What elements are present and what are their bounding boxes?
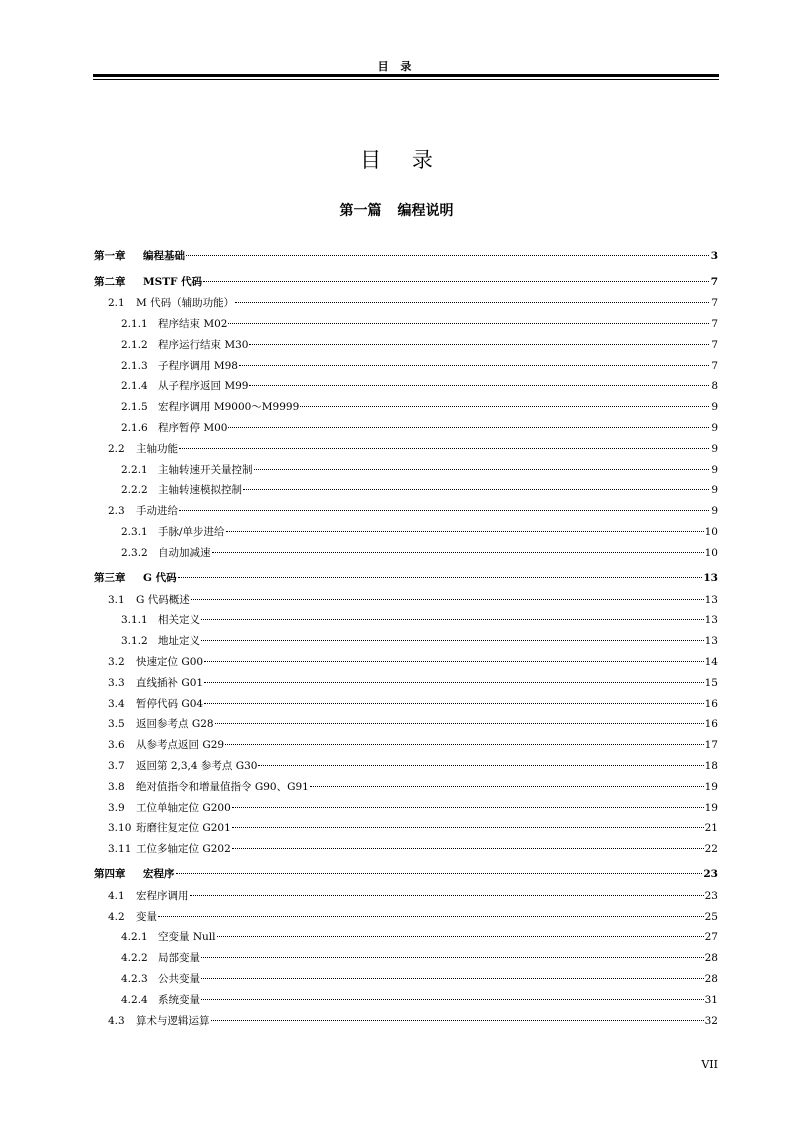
toc-entry[interactable] xyxy=(94,777,718,798)
toc-dot-leader xyxy=(232,807,704,808)
toc-entry-page: 23 xyxy=(703,868,718,881)
header-rule-thin xyxy=(93,79,719,80)
toc-entry-title: 宏程序调用 xyxy=(136,889,189,902)
toc-dot-leader xyxy=(158,916,704,917)
toc-entry-page: 19 xyxy=(704,780,718,793)
toc-entry-title: 宏程序调用 M9000～M9999 xyxy=(158,401,300,414)
toc-entry-page: 28 xyxy=(704,972,718,985)
toc-entry[interactable] xyxy=(94,907,718,928)
toc-entry-title: 手动进给 xyxy=(136,505,178,518)
toc-dot-leader xyxy=(215,723,704,724)
toc-dot-leader xyxy=(217,936,704,937)
page-title: 目 录 xyxy=(360,148,445,172)
toc-entry-title: 从参考点返回 G29 xyxy=(136,739,225,752)
toc-chapter-entry[interactable] xyxy=(94,864,718,885)
toc-entry[interactable] xyxy=(94,314,718,335)
toc-dot-leader xyxy=(204,703,704,704)
toc-entry-number: 2.3.2 xyxy=(121,546,148,559)
toc-entry[interactable] xyxy=(94,356,718,377)
toc-dot-leader xyxy=(201,619,704,620)
toc-entry-page: 3 xyxy=(710,250,718,262)
toc-entry-title: 主轴转速开关量控制 xyxy=(158,463,253,476)
toc-entry-title: G 代码概述 xyxy=(136,593,190,606)
toc-entry-title: 子程序调用 M98 xyxy=(158,359,238,372)
toc-entry-number: 3.7 xyxy=(108,759,125,772)
toc-entry-number: 2.2.1 xyxy=(121,463,148,476)
toc-entry-page: 10 xyxy=(704,546,718,559)
toc-dot-leader xyxy=(225,744,704,745)
toc-dot-leader xyxy=(232,827,704,828)
toc-entry-page: 7 xyxy=(711,318,718,331)
toc-entry-title: 返回第 2,3,4 参考点 G30 xyxy=(136,759,258,772)
toc-entry-page: 19 xyxy=(704,801,718,814)
toc-entry-title: 局部变量 xyxy=(158,952,200,965)
toc-entry-title: 主轴功能 xyxy=(136,442,178,455)
toc-entry-number: 3.11 xyxy=(108,843,132,856)
toc-entry-page: 14 xyxy=(704,655,718,668)
toc-entry-title: 程序暂停 M00 xyxy=(158,422,228,435)
toc-entry[interactable] xyxy=(94,460,718,481)
toc-entry-title: 公共变量 xyxy=(158,972,200,985)
toc-dot-leader xyxy=(239,365,709,366)
toc-entry-title: 返回参考点 G28 xyxy=(136,718,214,731)
toc-dot-leader xyxy=(179,448,709,449)
toc-entry[interactable] xyxy=(94,714,718,735)
toc-entry-title: 编程基础 xyxy=(143,250,185,262)
toc-entry[interactable] xyxy=(94,798,718,819)
toc-dot-leader xyxy=(235,302,709,303)
toc-entry-number: 3.1 xyxy=(108,593,125,606)
toc-entry-title: G 代码 xyxy=(143,572,177,585)
part-title xyxy=(0,200,793,220)
toc-entry[interactable] xyxy=(94,335,718,356)
toc-entry[interactable] xyxy=(94,480,718,501)
toc-entry-number: 4.2.2 xyxy=(121,952,148,965)
toc-entry-number: 3.8 xyxy=(108,780,125,793)
part-number: 第一篇 xyxy=(339,203,382,219)
page-number: VII xyxy=(701,1058,718,1071)
toc-entry-page: 9 xyxy=(711,422,718,435)
toc-entry-number: 4.2.3 xyxy=(121,972,148,985)
toc-entry-page: 13 xyxy=(704,635,718,648)
running-header: 目 录 xyxy=(377,60,416,73)
toc-entry-title: 宏程序 xyxy=(143,868,175,881)
toc-entry-title: 工位多轴定位 G202 xyxy=(136,843,231,856)
toc-entry-page: 7 xyxy=(711,359,718,372)
toc-entry[interactable] xyxy=(94,418,718,439)
toc-entry-page: 9 xyxy=(711,463,718,476)
toc-entry-number: 2.1 xyxy=(108,297,125,310)
toc-entry[interactable] xyxy=(94,293,718,314)
toc-chapter-entry[interactable] xyxy=(94,246,718,267)
toc-entry-number: 3.6 xyxy=(108,739,125,752)
toc-entry-number: 第一章 xyxy=(94,250,126,262)
toc-entry-page: 16 xyxy=(704,697,718,710)
toc-entry[interactable] xyxy=(94,543,718,564)
toc-entry-title: 暂停代码 G04 xyxy=(136,697,204,710)
toc-entry-title: 从子程序返回 M99 xyxy=(158,380,249,393)
toc-dot-leader xyxy=(204,661,704,662)
toc-entry-number: 2.1.3 xyxy=(121,359,148,372)
toc-entry-number: 2.1.1 xyxy=(121,318,148,331)
toc-dot-leader xyxy=(201,640,704,641)
toc-entry-title: 程序结束 M02 xyxy=(158,318,228,331)
toc-entry-number: 3.1.2 xyxy=(121,635,148,648)
toc-entry[interactable] xyxy=(94,694,718,715)
toc-dot-leader xyxy=(228,427,709,428)
toc-entry-page: 31 xyxy=(704,993,718,1006)
toc-entry-number: 4.2 xyxy=(108,910,125,923)
toc-chapter-entry[interactable] xyxy=(94,568,718,589)
toc-entry-page: 9 xyxy=(711,401,718,414)
toc-dot-leader xyxy=(226,531,704,532)
toc-entry-number: 3.1.1 xyxy=(121,614,148,627)
toc-entry-page: 18 xyxy=(704,759,718,772)
toc-entry-number: 4.3 xyxy=(108,1014,125,1027)
toc-dot-leader xyxy=(201,978,704,979)
toc-dot-leader xyxy=(249,385,709,386)
toc-entry[interactable] xyxy=(94,439,718,460)
toc-entry-page: 17 xyxy=(704,739,718,752)
toc-entry-page: 9 xyxy=(711,442,718,455)
header-rule-thick xyxy=(93,74,719,77)
toc-dot-leader xyxy=(243,489,709,490)
toc-dot-leader xyxy=(211,1020,704,1021)
toc-entry[interactable] xyxy=(94,839,718,860)
part-name: 编程说明 xyxy=(397,203,454,219)
toc-entry-number: 第二章 xyxy=(94,275,126,288)
toc-dot-leader xyxy=(176,873,703,874)
toc-entry-title: 绝对值指令和增量值指令 G90、G91 xyxy=(136,780,309,793)
toc-dot-leader xyxy=(203,281,709,282)
toc-dot-leader xyxy=(201,957,704,958)
toc-dot-leader xyxy=(190,895,704,896)
toc-dot-leader xyxy=(186,255,709,256)
toc-entry-page: 7 xyxy=(710,275,718,288)
toc-entry[interactable] xyxy=(94,376,718,397)
toc-entry-number: 3.3 xyxy=(108,676,125,689)
toc-entry-title: 工位单轴定位 G200 xyxy=(136,801,231,814)
toc-entry-title: 直线插补 G01 xyxy=(136,676,204,689)
toc-entry[interactable] xyxy=(94,501,718,522)
table-of-contents xyxy=(94,246,718,1031)
toc-entry-page: 32 xyxy=(704,1014,718,1027)
toc-entry-number: 3.9 xyxy=(108,801,125,814)
toc-entry-page: 8 xyxy=(711,380,718,393)
toc-entry[interactable] xyxy=(94,948,718,969)
toc-dot-leader xyxy=(300,406,709,407)
toc-entry-number: 第四章 xyxy=(94,868,126,881)
toc-dot-leader xyxy=(310,786,704,787)
toc-entry[interactable] xyxy=(94,886,718,907)
toc-dot-leader xyxy=(232,848,704,849)
toc-entry-number: 3.4 xyxy=(108,697,125,710)
toc-entry[interactable] xyxy=(94,610,718,631)
toc-entry-number: 第三章 xyxy=(94,572,126,585)
toc-dot-leader xyxy=(204,682,704,683)
toc-entry-title: 快速定位 G00 xyxy=(136,655,204,668)
toc-entry-title: 系统变量 xyxy=(158,993,200,1006)
toc-entry-number: 4.1 xyxy=(108,889,125,902)
toc-dot-leader xyxy=(201,999,704,1000)
toc-entry-title: 珩磨往复定位 G201 xyxy=(136,822,231,835)
toc-dot-leader xyxy=(191,599,704,600)
toc-dot-leader xyxy=(254,469,710,470)
toc-chapter-entry[interactable] xyxy=(94,272,718,293)
toc-entry-page: 23 xyxy=(704,889,718,902)
toc-entry-title: 算术与逻辑运算 xyxy=(136,1014,210,1027)
toc-entry-page: 7 xyxy=(711,338,718,351)
toc-entry-page: 25 xyxy=(704,910,718,923)
toc-dot-leader xyxy=(178,577,703,578)
toc-entry-page: 15 xyxy=(704,676,718,689)
toc-entry-number: 4.2.4 xyxy=(121,993,148,1006)
toc-entry-page: 22 xyxy=(704,843,718,856)
toc-dot-leader xyxy=(249,344,709,345)
toc-entry-number: 2.2.2 xyxy=(121,484,148,497)
toc-entry[interactable] xyxy=(94,652,718,673)
toc-entry-number: 4.2.1 xyxy=(121,931,148,944)
toc-entry[interactable] xyxy=(94,927,718,948)
toc-entry-title: 自动加减速 xyxy=(158,546,211,559)
toc-entry[interactable] xyxy=(94,1011,718,1032)
toc-entry[interactable] xyxy=(94,756,718,777)
toc-dot-leader xyxy=(179,510,709,511)
toc-entry-page: 7 xyxy=(711,297,718,310)
toc-entry-number: 2.3 xyxy=(108,505,125,518)
toc-entry-page: 13 xyxy=(704,593,718,606)
toc-entry-page: 27 xyxy=(704,931,718,944)
toc-entry[interactable] xyxy=(94,969,718,990)
toc-entry-number: 2.1.2 xyxy=(121,338,148,351)
toc-entry-page: 28 xyxy=(704,952,718,965)
toc-entry-page: 13 xyxy=(703,572,718,585)
toc-entry[interactable] xyxy=(94,673,718,694)
toc-entry-title: M 代码（辅助功能） xyxy=(136,297,235,310)
toc-entry-title: 相关定义 xyxy=(158,614,200,627)
toc-entry-number: 3.10 xyxy=(108,822,132,835)
toc-entry-title: 空变量 Null xyxy=(158,931,216,944)
toc-entry[interactable] xyxy=(94,990,718,1011)
toc-entry-number: 2.2 xyxy=(108,442,125,455)
toc-entry-title: 主轴转速模拟控制 xyxy=(158,484,242,497)
toc-dot-leader xyxy=(228,323,709,324)
toc-entry-number: 2.1.4 xyxy=(121,380,148,393)
toc-entry-page: 9 xyxy=(711,484,718,497)
toc-entry-number: 2.1.5 xyxy=(121,401,148,414)
toc-entry-page: 16 xyxy=(704,718,718,731)
toc-entry[interactable] xyxy=(94,631,718,652)
toc-entry[interactable] xyxy=(94,397,718,418)
toc-entry-title: 地址定义 xyxy=(158,635,200,648)
toc-entry[interactable] xyxy=(94,818,718,839)
toc-dot-leader xyxy=(212,552,704,553)
toc-entry-number: 2.3.1 xyxy=(121,526,148,539)
toc-entry-page: 10 xyxy=(704,526,718,539)
toc-entry-page: 21 xyxy=(704,822,718,835)
toc-dot-leader xyxy=(258,765,703,766)
toc-entry[interactable] xyxy=(94,735,718,756)
toc-entry-number: 3.5 xyxy=(108,718,125,731)
toc-entry-title: MSTF 代码 xyxy=(143,275,203,288)
toc-entry-title: 程序运行结束 M30 xyxy=(158,338,249,351)
toc-entry-title: 变量 xyxy=(136,910,157,923)
toc-entry-title: 手脉/单步进给 xyxy=(158,526,225,539)
toc-entry-page: 9 xyxy=(711,505,718,518)
toc-entry-number: 3.2 xyxy=(108,655,125,668)
toc-entry[interactable] xyxy=(94,522,718,543)
toc-entry-page: 13 xyxy=(704,614,718,627)
toc-entry-number: 2.1.6 xyxy=(121,422,148,435)
toc-entry[interactable] xyxy=(94,590,718,611)
